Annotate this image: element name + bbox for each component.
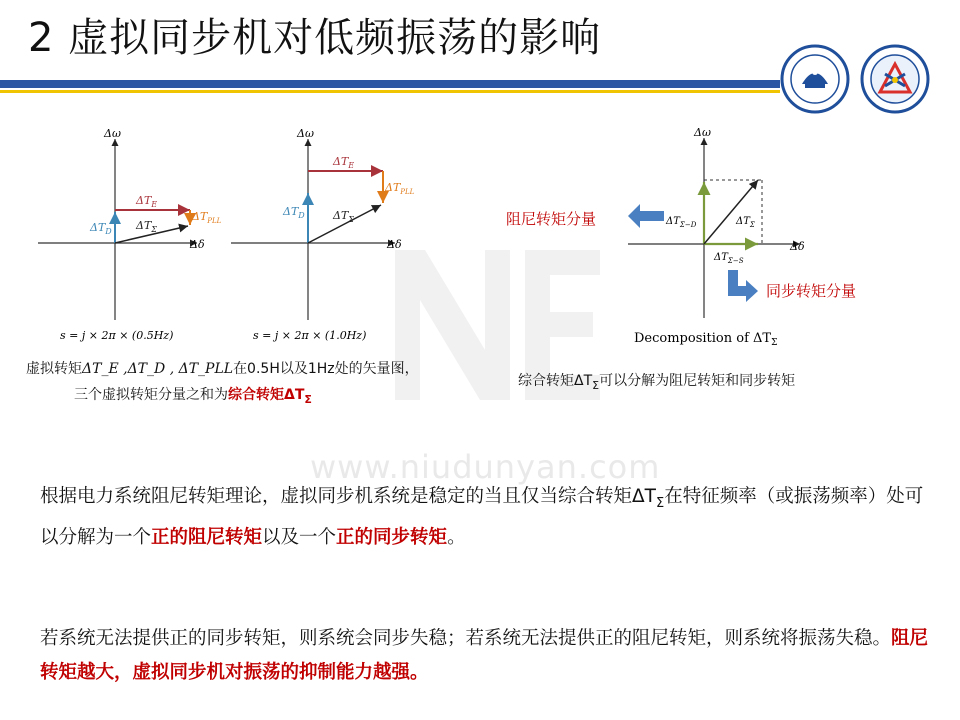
zju-logo — [780, 44, 850, 114]
axis-x-label: Δδ — [190, 238, 205, 251]
freq-label: s = j × 2π × (0.5Hz) — [60, 329, 174, 342]
svg-text:ΔTΣ: $\Delta T_\Sigma$ — [136, 219, 157, 234]
axis-y-label: Δω — [104, 127, 121, 140]
caption-right: 综合转矩$\Delta T_\Sigma$可以分解为阻尼转矩和同步转矩 — [518, 373, 796, 392]
header-bar-blue — [0, 80, 780, 88]
axis-y-label: Δω — [694, 126, 711, 139]
svg-text:Decomposition of ΔTΣ: Decomposition of $\Delta T_\Sigma$ — [634, 331, 778, 348]
vec-tsum — [704, 180, 758, 244]
sync-label: 同步转矩分量 — [766, 282, 857, 300]
paragraph-instability: 若系统无法提供正的同步转矩，则系统会同步失稳；若系统无法提供正的阻尼转矩，则系统将振荡失稳。阻尼转矩越大，虚拟同步机对振荡的抑制能力越强。 — [40, 628, 929, 683]
caption-left-line2: 三个虚拟转矩分量之和为综合转矩$\Delta T_\Sigma$ — [74, 387, 312, 406]
axis-x-label: Δδ — [790, 240, 805, 253]
svg-text:ΔTΣ−S: $\Delta T_{\Sigma-S}$ — [714, 252, 744, 265]
page-title: 2 虚拟同步机对低频振荡的影响 — [28, 15, 602, 61]
axis-x-label: Δδ — [387, 238, 402, 251]
phasor-diagram-0-5hz — [32, 125, 222, 350]
svg-text:ΔTD: $\Delta T_D$ — [283, 205, 305, 220]
svg-text:ΔTE: $\Delta T_E$ — [136, 194, 158, 209]
svg-text:ΔTPLL: $\Delta T_{PLL}$ — [192, 210, 222, 225]
caption-left-line1: 虚拟转矩ΔT_E ,ΔT_D , ΔT_PLL在0.5H以及1Hz处的矢量图， — [26, 361, 419, 377]
paragraph-stability-condition: 根据电力系统阻尼转矩理论，虚拟同步机系统是稳定的当且仅当综合转矩$\Delta T_\Sigma$在特征频率（或振荡频率）处可以分解为一个正的阻尼转矩以及一个正的同步转矩。 — [40, 486, 924, 548]
axis-y-label: Δω — [297, 127, 314, 140]
institute-logo — [860, 44, 930, 114]
watermark-text: www.niudunyan.com — [310, 448, 661, 486]
phasor-diagram-1-0hz — [225, 125, 415, 350]
header-bar-yellow — [0, 90, 780, 93]
svg-text:ΔTD: $\Delta T_D$ — [90, 221, 112, 236]
damping-label: 阻尼转矩分量 — [506, 210, 597, 228]
freq-label: s = j × 2π × (1.0Hz) — [253, 329, 367, 342]
svg-text:ΔTE: $\Delta T_E$ — [333, 155, 355, 170]
sync-block-arrow — [728, 270, 758, 302]
svg-text:ΔTΣ−D: $\Delta T_{\Sigma-D}$ — [666, 216, 697, 229]
decomposition-diagram — [500, 120, 900, 350]
svg-text:ΔTΣ: $\Delta T_\Sigma$ — [333, 209, 354, 224]
damping-block-arrow — [628, 204, 664, 228]
svg-text:ΔTΣ: $\Delta T_\Sigma$ — [736, 216, 755, 229]
svg-text:ΔTPLL: $\Delta T_{PLL}$ — [385, 181, 415, 196]
